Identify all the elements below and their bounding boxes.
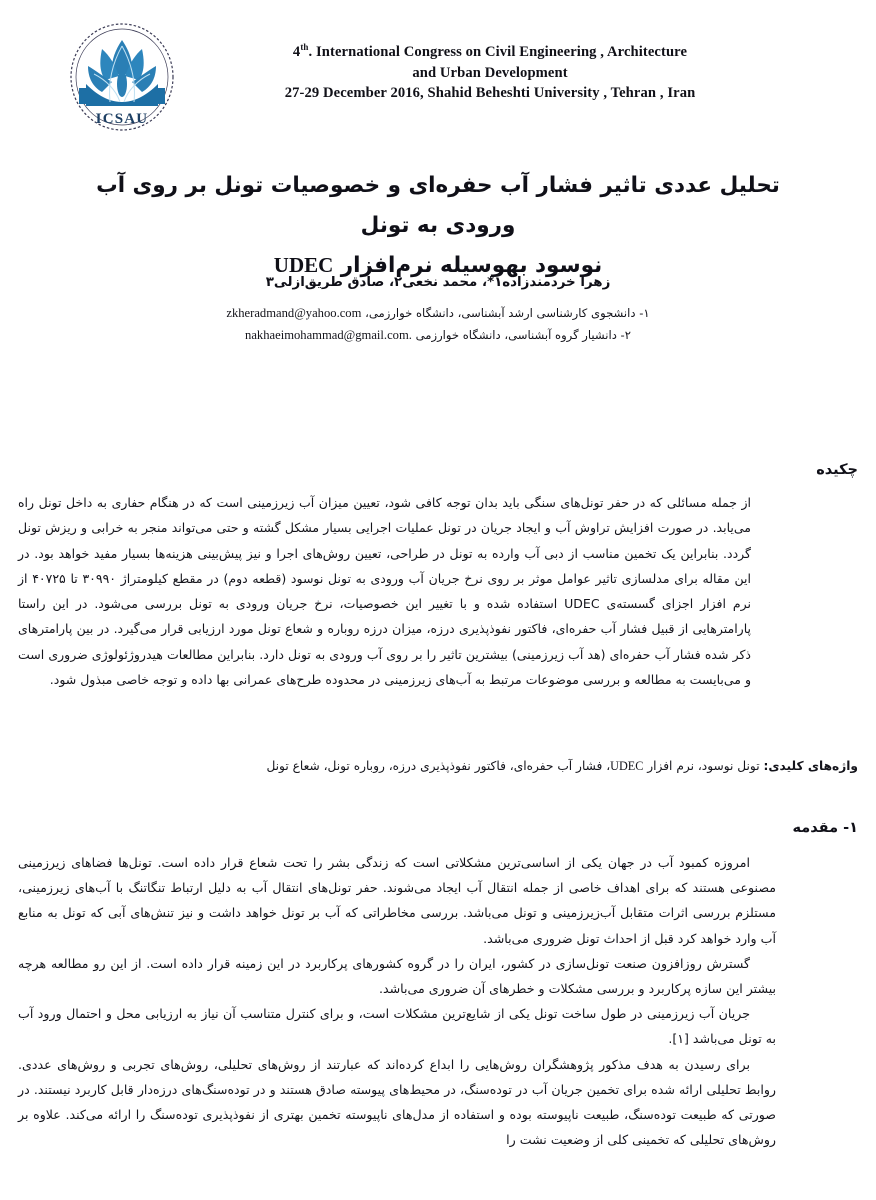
- congress-info: [225, 42, 755, 104]
- abstract-heading: چکیده: [816, 462, 858, 478]
- congress-line-2: and Urban Development: [412, 64, 568, 81]
- congress-line-1: [225, 42, 755, 63]
- keywords-label: واژه‌های کلیدی:: [763, 759, 858, 773]
- congress-line-3: 27-29 December 2016, Shahid Beheshti University , Tehran , Iran: [284, 85, 696, 102]
- author-2-email[interactable]: nakhaeimohammad@gmail.com.: [245, 327, 412, 342]
- intro-paragraph-2: گسترش روزافزون صنعت تونل‌سازی در کشور، ایران را در گروه کشورهای پرکاربرد در این زمینه قرار داده است. از این رو مطالعه هرچه بیشتر این سازه پرکاربرد و بررسی مشکلات و خطرهای آن ضروری می‌باشد.: [18, 955, 776, 996]
- author-names: زهرا خردمندزاده۱*، محمد نخعی۲، صادق طریق‌ازلی۳: [265, 275, 611, 290]
- affiliation-2-text: ۲- دانشیار گروه آبشناسی، دانشگاه خوارزمی: [411, 327, 631, 342]
- title-software-name: UDEC: [273, 252, 334, 277]
- abstract-paragraph: از جمله مسائلی که در حفر تونل‌های سنگی باید بدان توجه کافی شود، تعیین میزان آب زیرزمینی است که در هنگام حفاری به داخل تونل راه می‌یابد. در صورت افزایش تراوش آب و ایجاد جریان در تونل عملیات اجرایی بسیار مشکل گشته و حتی می‌تواند منجر به خرابی و ریزش تونل گردد. بنابراین یک تخمین مناسب از دبی آب وارده به تونل در طراحی، تعیین روش‌های اجرا و نیز پیش‌بینی هزینه‌ها بسیار مفید خواهد بود. در این مقاله برای مدلسازی تاثیر عوامل موثر بر روی نرخ جریان آب ورودی به تونل نوسود (قطعه دوم) در مقطع کیلومتراژ ۳۰۹۹۰ تا ۴۰۷۲۵ از نرم افزار اجزای گسسته‌ی UDEC استفاده شده و با تغییر این خصوصیات، نرخ جریان ورودی به تونل بررسی می‌شود. در این راستا پارامترهایی از قبیل فشار آب حفره‌ای، فاکتور نفوذپذیری درزه، میزان درزه روباره و شعاع تونل مورد ارزیابی قرار می‌گیرد. در بین پارامترهای ذکر شده فشار آب حفره‌ای (هد آب زیرزمینی) بیشترین تاثیر را بر روی آب ورودی به تونل دارد. بنابراین مطالعات هیدروژئولوژی ضروری است و می‌بایست به مطالعه و بررسی موضوعات مرتبط به آب‌های زیرزمینی در محدوده طرح‌های عمرانی بها داده و توجه خاصی مبذول شود.: [18, 495, 752, 687]
- affiliation-1-text: ۱- دانشجوی کارشناسی ارشد آبشناسی، دانشگاه خوارزمی،: [361, 306, 650, 320]
- page-title: [92, 166, 784, 285]
- author-list: [92, 272, 784, 293]
- title-line-2-text: نوسود بهوسیله نرم‌افزار: [333, 252, 603, 278]
- page-header: [0, 14, 876, 134]
- congress-ordinal-suffix: th: [300, 42, 309, 53]
- affiliation-1: [92, 303, 784, 325]
- keywords-value-post: ، فشار آب حفره‌ای، فاکتور نفوذپذیری درزه، روباره تونل، شعاع تونل: [266, 759, 611, 773]
- keywords-line: [125, 756, 858, 777]
- intro-paragraph-1: امروزه کمبود آب در جهان یکی از اساسی‌ترین مشکلاتی است که زندگی بشر را تحت شعاع قرار داده است. تونل‌ها فضاهای زیرزمینی مصنوعی هستند که برای اهداف خاصی از جمله انتقال آب ایجاد می‌شوند. حفر تونل‌های انتقال آب به دلیل ارتباط تنگاتنگ با آب‌های زیرزمینی، مستلزم بررسی اثرات متقابل آب‌زیرزمینی و تونل می‌باشد. بررسی مخاطراتی که آب بر تونل خواهد داشت و نیز تنش‌های آبی که تونل به منابع آب وارد خواهد کرد قبل از احداث تونل ضروری می‌باشد.: [18, 855, 776, 946]
- keywords-value-pre: تونل نوسود، نرم افزار: [643, 759, 764, 773]
- introduction-heading: ۱- مقدمه: [792, 820, 858, 836]
- title-line-1: تحلیل عددی تاثیر فشار آب حفره‌ای و خصوصیات تونل بر روی آب ورودی به تونل: [96, 173, 780, 239]
- intro-paragraph-3: جریان آب زیرزمینی در طول ساخت تونل یکی از شایع‌ترین مشکلات است، و برای کنترل متناسب آن نیاز به ارزیابی محل و احتمال ورود آب به تونل می‌باشد [۱].: [18, 1006, 776, 1047]
- svg-text:ICSAU: ICSAU: [95, 111, 149, 127]
- affiliation-2: [92, 325, 784, 347]
- keywords-software-name: UDEC: [610, 759, 644, 773]
- congress-line-1-text: . International Congress on Civil Engineering , Architecture: [308, 44, 688, 60]
- author-1-email[interactable]: zkheradmand@yahoo.com: [226, 306, 362, 320]
- abstract-body: [18, 490, 751, 692]
- congress-ordinal: 4: [292, 44, 301, 60]
- icsau-logo: [62, 22, 182, 134]
- intro-paragraph-4: برای رسیدن به هدف مذکور پژوهشگران روش‌هایی را ابداع کرده‌اند که عبارتند از روش‌های تحلیلی، روش‌های تجربی و روش‌های عددی. روابط تحلیلی ارائه شده برای تخمین جریان آب در توده‌سنگ، در محیط‌های پیوسته صادق هستند و در توده‌سنگ‌های درزه‌دار قابل کاربرد نیستند. در صورتی که طبیعت توده‌سنگ، طبیعت ناپیوسته بوده و استفاده از مدل‌های ناپیوسته تخمین بهتری از نفوذپذیری توده‌سنگ را ارائه می‌کند. علاوه بر روش‌های تحلیلی که تخمینی کلی از وضعیت نشت را: [18, 1056, 776, 1148]
- affiliation-list: [92, 303, 784, 346]
- introduction-body: [18, 850, 776, 1152]
